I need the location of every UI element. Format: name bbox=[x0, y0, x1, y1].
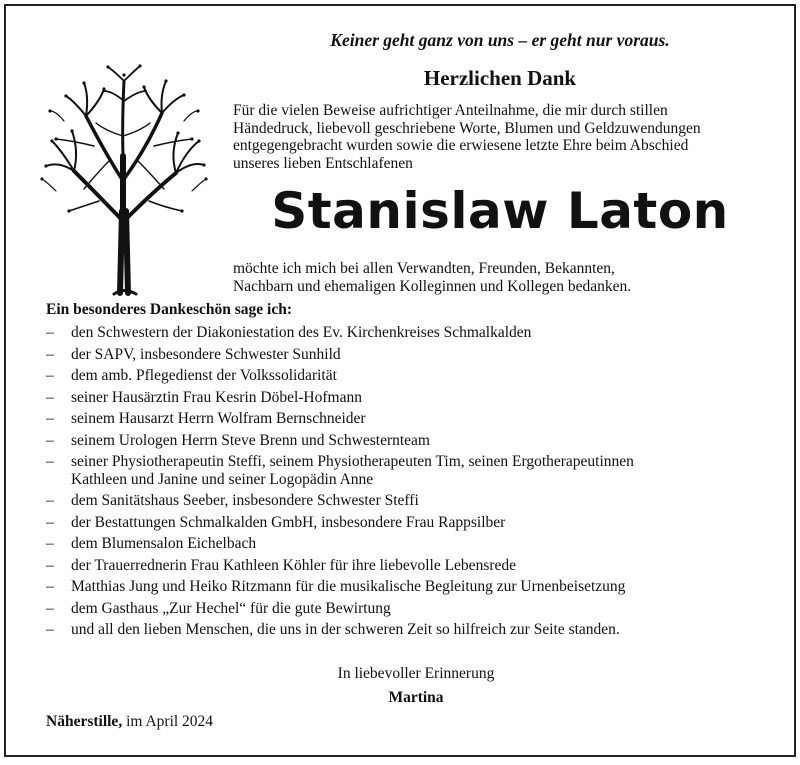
list-item-text: seinem Hausarzt Herrn Wolfram Bernschneider bbox=[71, 410, 366, 427]
dash-bullet: – bbox=[46, 556, 54, 574]
dash-bullet: – bbox=[46, 492, 54, 509]
place: Näherstille, bbox=[46, 713, 123, 730]
list-item-text: der Bestattungen Schmalkalden GmbH, insbesondere Frau Rappsilber bbox=[71, 513, 506, 531]
obituary-notice bbox=[4, 4, 796, 757]
tree-icon bbox=[34, 61, 214, 296]
list-item bbox=[46, 389, 766, 407]
list-item bbox=[46, 432, 766, 450]
dash-bullet: – bbox=[46, 388, 54, 406]
list-item-text: seiner Physiotherapeutin Steffi, seinem Physiotherapeuten Tim, seinen Ergotherapeutinnen Kathleen und Janine und seiner Logopädin Anne bbox=[71, 453, 634, 488]
dash-bullet: – bbox=[46, 367, 54, 384]
dash-bullet: – bbox=[46, 431, 54, 449]
list-item-text: und all den lieben Menschen, die uns in der schweren Zeit so hilfreich zur Seite standen. bbox=[71, 621, 620, 638]
list-item-text: den Schwestern der Diakoniestation des Ev. Kirchenkreises Schmalkalden bbox=[71, 324, 532, 341]
list-item-text: dem amb. Pflegedienst der Volkssolidarität bbox=[71, 367, 337, 384]
signoff: In liebevoller Erinnerung bbox=[337, 665, 495, 682]
list-item-text: der SAPV, insbesondere Schwester Sunhild bbox=[71, 345, 341, 363]
list-item bbox=[46, 578, 766, 596]
list-item bbox=[46, 324, 766, 342]
list-item bbox=[46, 514, 766, 532]
list-item bbox=[46, 535, 766, 553]
list-item-text: dem Sanitätshaus Seeber, insbesondere Schwester Steffi bbox=[71, 492, 419, 509]
dash-bullet: – bbox=[46, 345, 54, 363]
dash-bullet: – bbox=[46, 535, 54, 552]
signature-name: Martina bbox=[388, 689, 444, 706]
list-item bbox=[46, 492, 766, 510]
list-item bbox=[46, 557, 766, 575]
dash-bullet: – bbox=[46, 453, 54, 470]
thanks-list bbox=[46, 324, 766, 643]
list-item bbox=[46, 346, 766, 364]
dash-bullet: – bbox=[46, 324, 54, 341]
list-item-text: der Trauerrednerin Frau Kathleen Köhler für ihre liebevolle Lebensrede bbox=[71, 556, 517, 574]
dash-bullet: – bbox=[46, 410, 54, 427]
dash-bullet: – bbox=[46, 578, 54, 595]
closing-text: möchte ich mich bei allen Verwandten, Freunden, Bekannten, Nachbarn und ehemaligen Kolleginnen und Kollegen bedanken. bbox=[233, 260, 632, 295]
list-item bbox=[46, 453, 766, 488]
motto: Keiner geht ganz von uns – er geht nur voraus. bbox=[330, 30, 670, 50]
intro-text: Für die vielen Beweise aufrichtiger Anteilnahme, die mir durch stillen Händedruck, liebevoll geschriebene Worte, Blumen und Geldzuwendungen entgegengebracht wurden sowie die erwiesene letzte Ehre beim Abschied unseres lieben Entschlafenen bbox=[233, 102, 701, 172]
list-item bbox=[46, 600, 766, 618]
deceased-name: Stanislaw Laton bbox=[271, 182, 729, 240]
thanks-heading: Ein besonderes Dankeschön sage ich: bbox=[46, 301, 293, 318]
place-and-date bbox=[46, 713, 213, 731]
heading: Herzlichen Dank bbox=[423, 66, 577, 90]
list-item-text: Matthias Jung und Heiko Ritzmann für die musikalische Begleitung zur Urnenbeisetzung bbox=[71, 578, 626, 595]
dash-bullet: – bbox=[46, 599, 54, 617]
list-item-text: dem Blumensalon Eichelbach bbox=[71, 535, 257, 552]
list-item-text: dem Gasthaus „Zur Hechel“ für die gute Bewirtung bbox=[71, 599, 391, 617]
list-item-text: seiner Hausärztin Frau Kesrin Döbel-Hofmann bbox=[71, 388, 362, 406]
list-item bbox=[46, 367, 766, 385]
date: im April 2024 bbox=[126, 713, 214, 730]
list-item bbox=[46, 410, 766, 428]
dash-bullet: – bbox=[46, 513, 54, 531]
dash-bullet: – bbox=[46, 621, 54, 638]
list-item-text: seinem Urologen Herrn Steve Brenn und Schwesternteam bbox=[71, 431, 430, 449]
list-item bbox=[46, 621, 766, 639]
